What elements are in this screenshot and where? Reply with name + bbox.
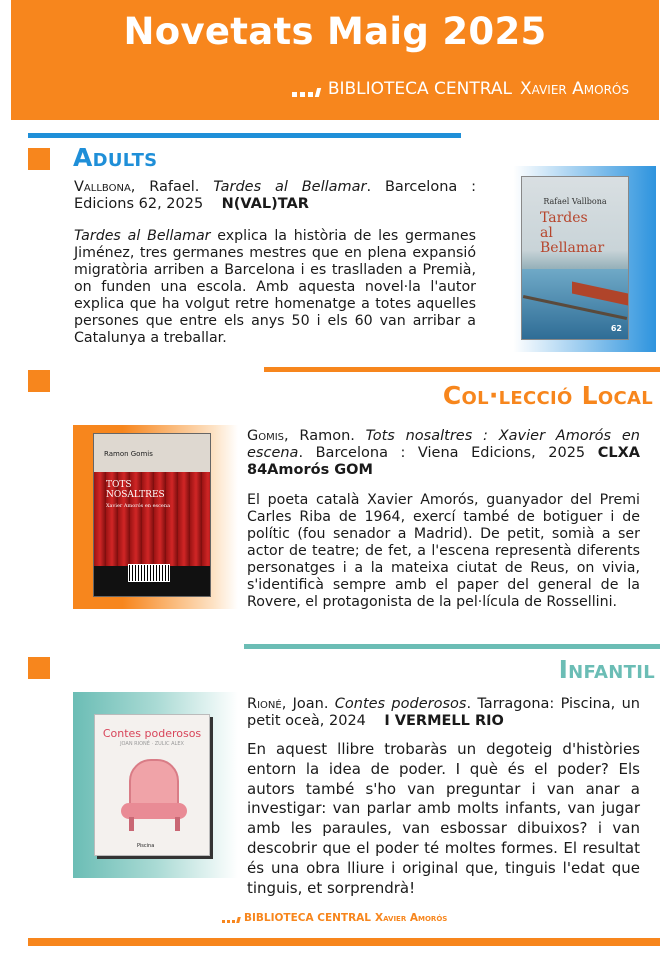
local-book-cover: Ramon Gomis TOTS NOSALTRES Xavier Amorós en escena [93,433,211,597]
library-logo-icon [292,81,320,97]
adults-description: Tardes al Bellamar explica la història de les germanes Jiménez, tres germanes mestres que en plena expansió migratòria arriben a Barcelona i es traslladen a Premià, on funden una escola. Amb aquesta novel·la l'autor explica que ha volgut retre homenatge a totes aquelles persones que entre els anys 50 i els 60 van arribar a Catalunya a treballar. [74,228,476,346]
footer-logo-icon [222,913,240,923]
adults-citation: Vallbona, Rafael. Tardes al Bellamar. Barcelona : Edicions 62, 2025 N(VAL)TAR [74,179,477,212]
footer-library-brand [222,912,447,924]
page-header [11,0,659,120]
infantil-book-title: Contes poderosos [334,696,467,712]
library-prefix: BIBLIOTECA CENTRAL [327,79,512,99]
local-call-number: CLXA 84Amorós GOM [247,445,641,478]
adults-call-number: N(VAL)TAR [221,196,309,212]
library-brand [292,79,629,99]
infantil-book-cover: Contes poderosos JOAN RIONÉ · ZULIC ALEX Piscina [94,714,210,856]
library-name: Xavier Amorós [520,79,629,99]
adults-square-icon [28,148,50,170]
infantil-citation: Rioné, Joan. Contes poderosos. Tarragona: Piscina, un petit oceà, 2024 I VERMELL RIO [247,696,640,729]
section-title-local: Col·lecció Local [442,381,653,410]
footer-library-name: Xavier Amorós [375,912,448,924]
local-citation: Gomis, Ramon. Tots nosaltres : Xavier Amorós en escena. Barcelona : Viena Edicions, 2025 CLXA 84Amorós GOM [247,428,641,478]
footer-library-prefix: BIBLIOTECA CENTRAL [244,912,371,924]
section-title-adults: Adults [73,143,158,172]
adults-author: Vallbona [74,179,131,195]
local-square-icon [28,370,50,392]
barcode-icon [128,564,170,582]
infantil-description: En aquest llibre trobaràs un degoteig d'històries entorn la idea de poder. I què és el poder? Els autors també s'ho van preguntar i van anar a investigar: van parlar amb molts infants, van jugar amb les paraules, van esbossar dibuixos? i van descobrir que el poder té moltes formes. El resultat és una obra lliure i original que, tinguis l'edat que tinguis, et sorprendrà! [247,740,640,897]
local-author: Gomis [247,428,285,444]
adults-book-title: Tardes al Bellamar [213,179,367,195]
section-title-infantil: Infantil [558,655,655,684]
infantil-author: Rioné [247,696,282,712]
local-divider [264,367,660,372]
infantil-divider [244,644,660,649]
adults-divider [28,133,461,138]
page-title: Novetats Maig 2025 [123,10,547,53]
adults-book-cover: Rafael Vallbona Tardes al Bellamar 62 [521,176,629,340]
footer-bar [28,938,660,946]
infantil-call-number: I VERMELL RIO [384,713,504,729]
infantil-square-icon [28,657,50,679]
local-book-title: Tots nosaltres : Xavier Amorós en escena [247,428,640,461]
local-description: El poeta català Xavier Amorós, guanyador del Premi Carles Riba de 1964, exercí també de botiguer i de polític (fou senador a Madrid). De petit, somià a ser actor de teatre; de fet, a l'escena representà diferents personatges i a la mateixa ciutat de Reus, on vivia, s'identificà sempre amb el paper del general de la Rovere, el protagonista de la pel·lícula de Rossellini. [247,492,640,610]
